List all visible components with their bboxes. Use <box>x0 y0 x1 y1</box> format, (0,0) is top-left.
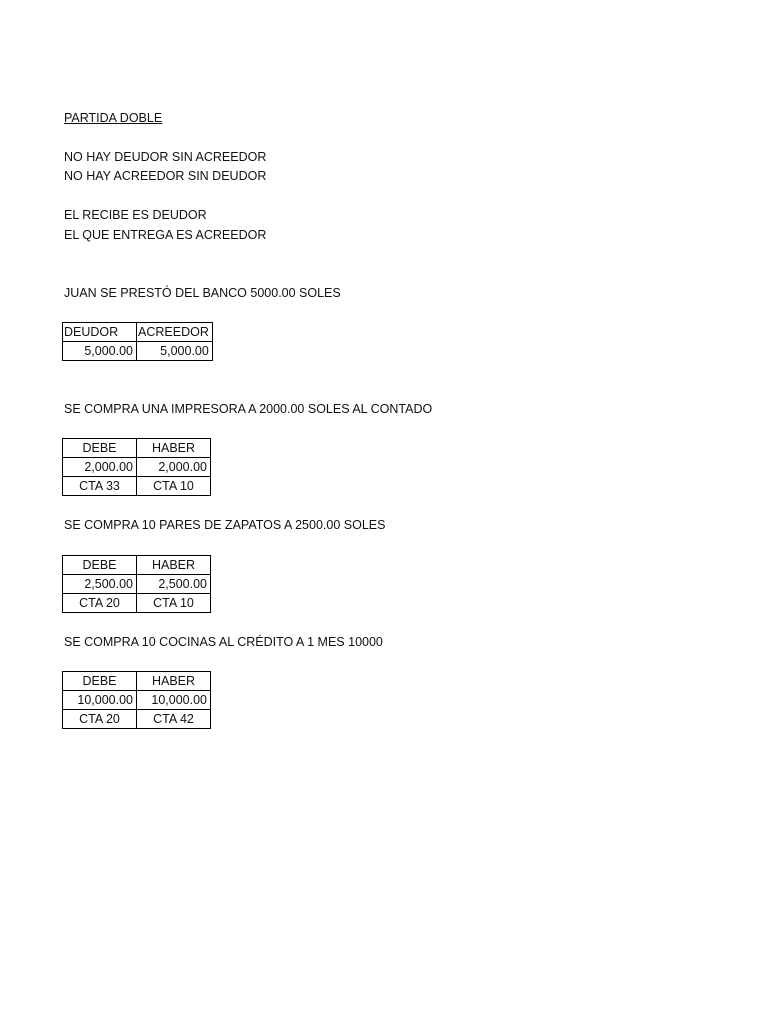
table-row <box>63 691 211 710</box>
principle-line: NO HAY ACREEDOR SIN DEUDOR <box>64 169 267 183</box>
account-cell: CTA 33 <box>63 477 137 496</box>
header-cell: HABER <box>137 439 211 458</box>
header-cell: DEBE <box>63 439 137 458</box>
account-cell: CTA 20 <box>63 710 137 729</box>
ledger-table <box>62 438 211 496</box>
example-description: SE COMPRA 10 PARES DE ZAPATOS A 2500.00 SOLES <box>64 518 386 532</box>
table-row <box>63 323 213 342</box>
account-cell: CTA 10 <box>137 594 211 613</box>
principle-line: NO HAY DEUDOR SIN ACREEDOR <box>64 150 267 164</box>
amount-cell: 10,000.00 <box>137 691 211 710</box>
example-description: SE COMPRA UNA IMPRESORA A 2000.00 SOLES AL CONTADO <box>64 402 433 416</box>
example-description: SE COMPRA 10 COCINAS AL CRÉDITO A 1 MES 10000 <box>64 635 383 649</box>
table-row <box>63 342 213 361</box>
example-description: JUAN SE PRESTÓ DEL BANCO 5000.00 SOLES <box>64 286 341 300</box>
ledger-table <box>62 671 211 729</box>
table-row <box>63 458 211 477</box>
header-cell: ACREEDOR <box>137 323 213 342</box>
amount-cell: 5,000.00 <box>63 342 137 361</box>
ledger-table <box>62 555 211 613</box>
rule-line: EL QUE ENTREGA ES ACREEDOR <box>64 228 267 242</box>
ledger-table <box>62 322 213 361</box>
header-cell: DEBE <box>63 672 137 691</box>
header-cell: DEUDOR <box>63 323 137 342</box>
page-title: PARTIDA DOBLE <box>64 111 163 125</box>
account-cell: CTA 42 <box>137 710 211 729</box>
amount-cell: 5,000.00 <box>137 342 213 361</box>
header-cell: HABER <box>137 672 211 691</box>
table-row <box>63 710 211 729</box>
amount-cell: 2,500.00 <box>137 575 211 594</box>
table-row <box>63 439 211 458</box>
amount-cell: 10,000.00 <box>63 691 137 710</box>
table-row <box>63 477 211 496</box>
header-cell: HABER <box>137 556 211 575</box>
amount-cell: 2,500.00 <box>63 575 137 594</box>
account-cell: CTA 20 <box>63 594 137 613</box>
amount-cell: 2,000.00 <box>63 458 137 477</box>
rule-line: EL RECIBE ES DEUDOR <box>64 208 207 222</box>
table-row <box>63 556 211 575</box>
amount-cell: 2,000.00 <box>137 458 211 477</box>
table-row <box>63 672 211 691</box>
header-cell: DEBE <box>63 556 137 575</box>
account-cell: CTA 10 <box>137 477 211 496</box>
table-row <box>63 575 211 594</box>
table-row <box>63 594 211 613</box>
